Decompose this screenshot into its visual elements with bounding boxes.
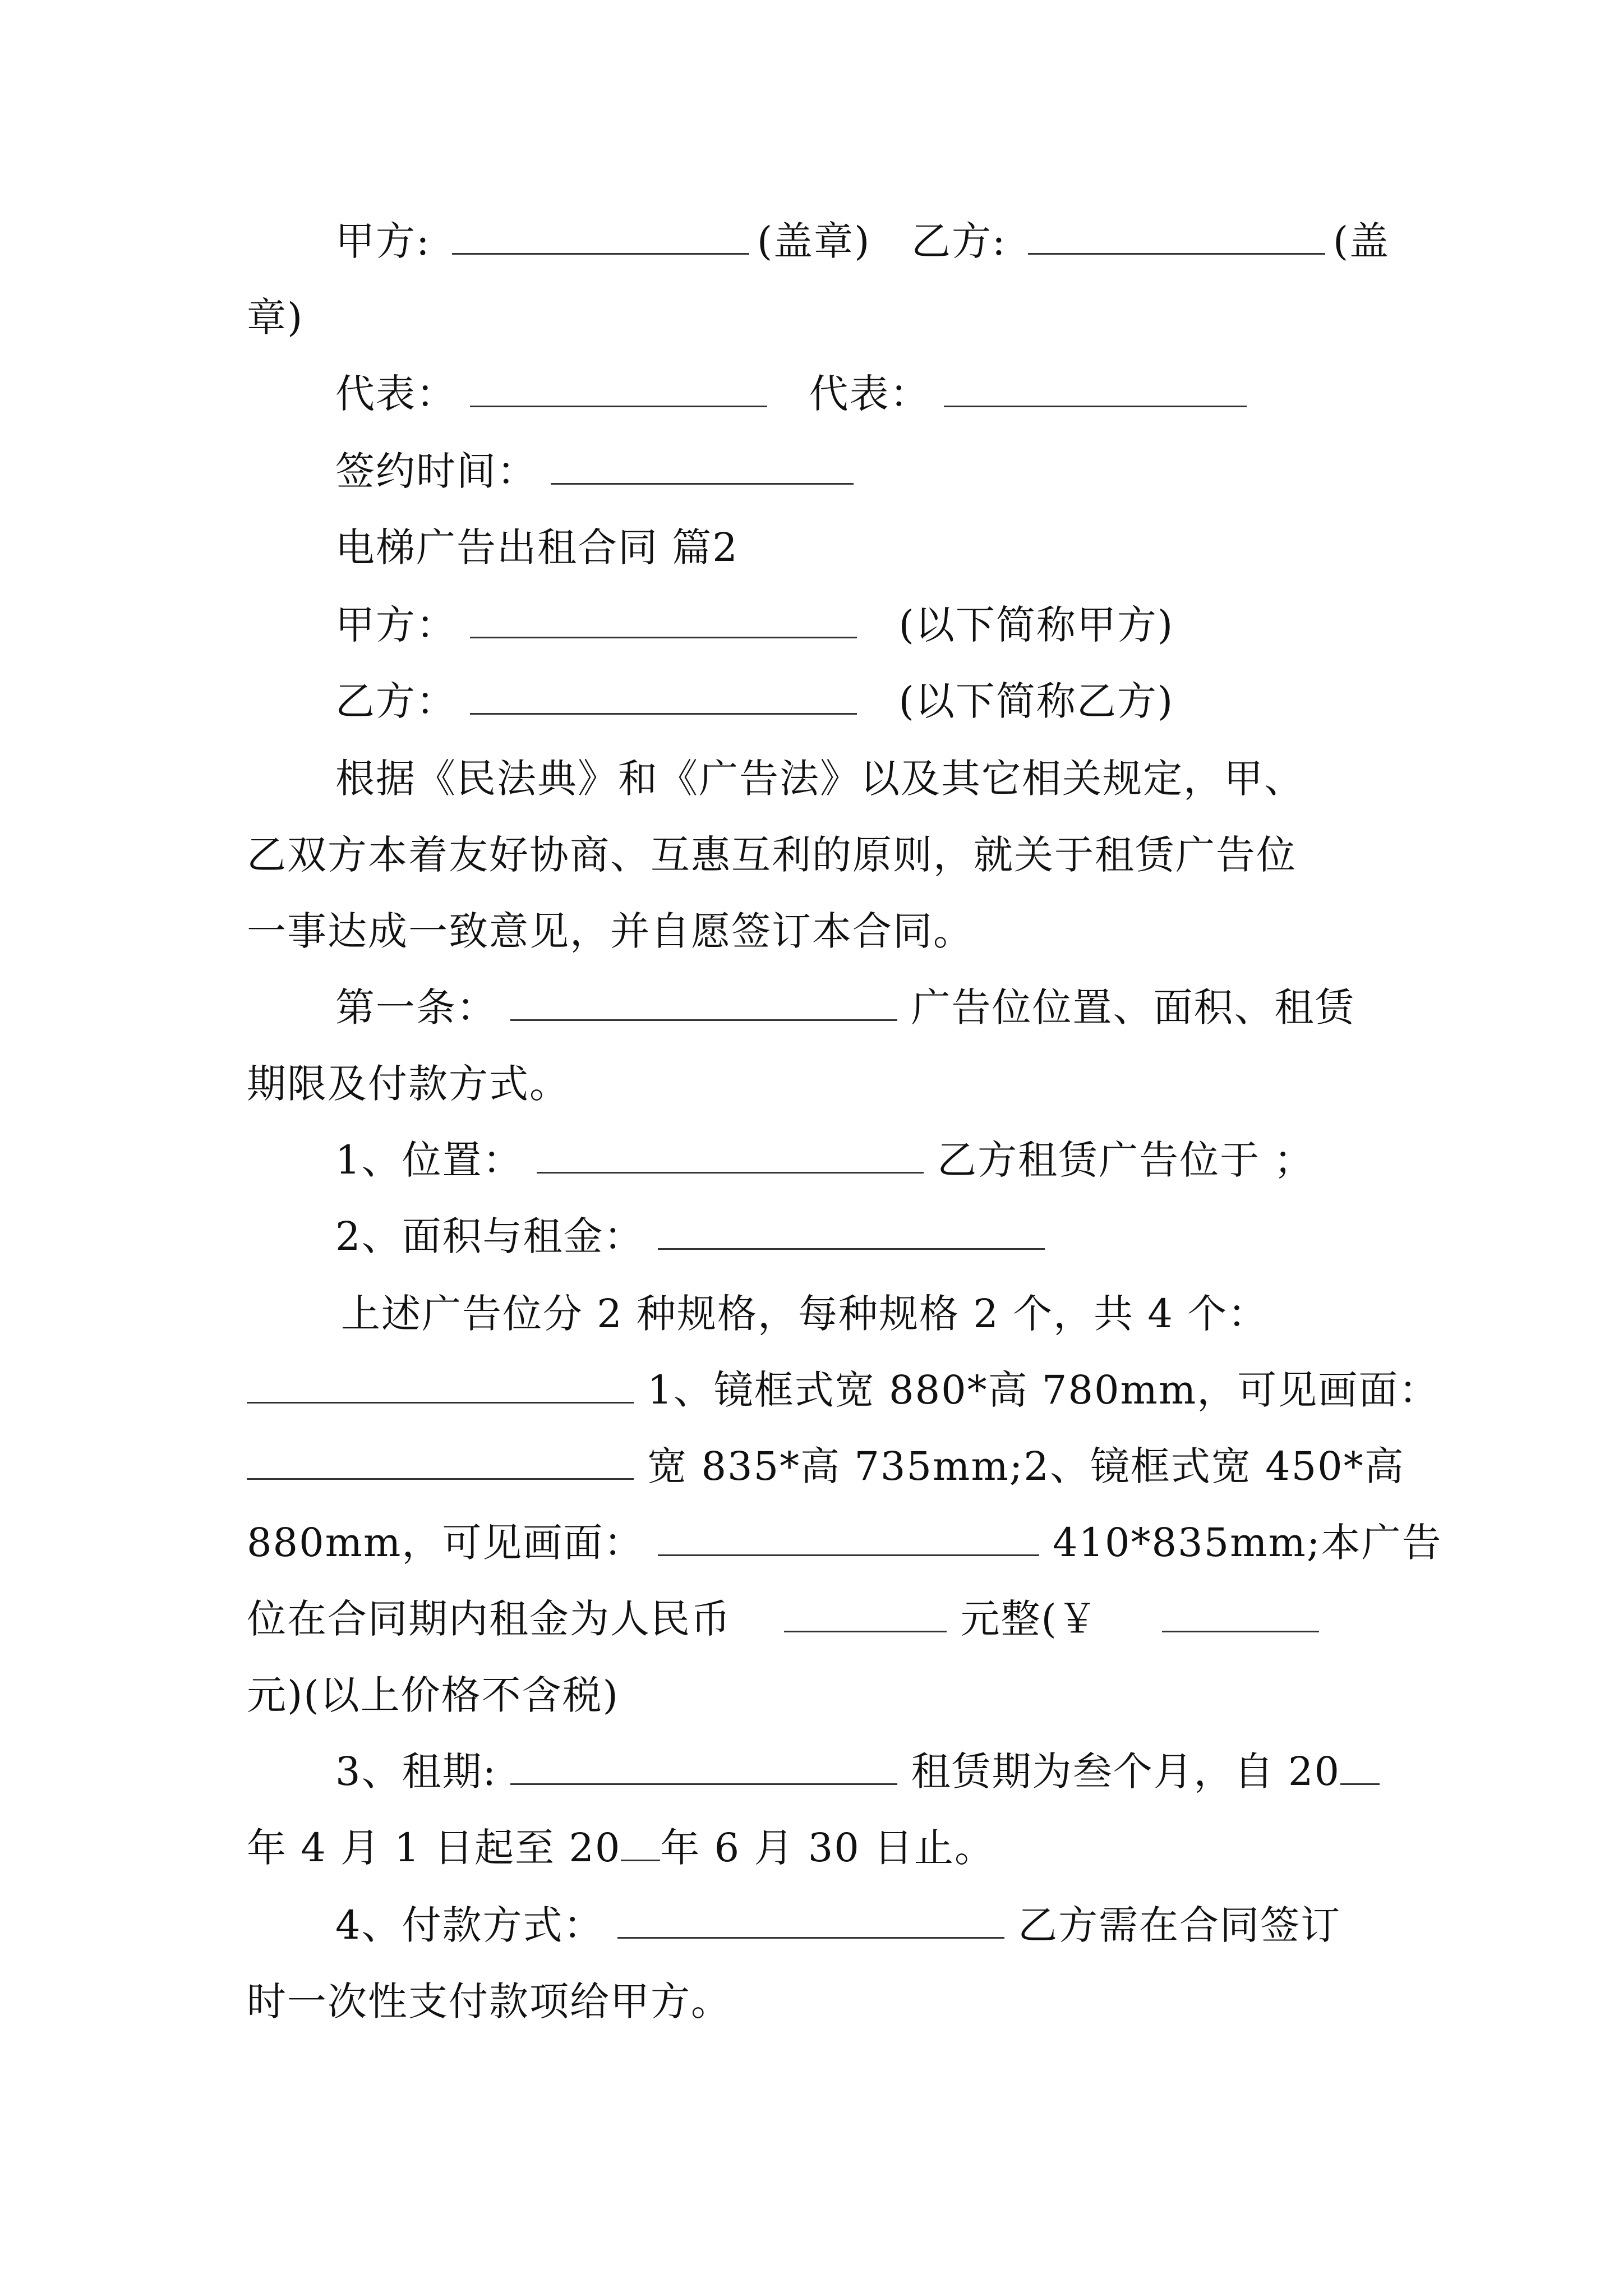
representative-line (335, 366, 1247, 422)
spec2-visible-text: 410*835mm;本广告 (1052, 1520, 1442, 1566)
rep-a-label: 代表： (335, 371, 457, 417)
rent-line (247, 1591, 1319, 1647)
party-b-label-2: 乙方： (335, 678, 457, 724)
rent-text: 位在合同期内租金为人民币 (247, 1596, 731, 1642)
item3-line-2 (247, 1820, 995, 1876)
spec-intro: 上述广告位分 2 种规格，每种规格 2 个，共 4 个： (341, 1291, 1269, 1337)
party-a-label-2: 甲方： (335, 602, 457, 648)
item3-blank[interactable] (510, 1749, 897, 1785)
item4-label: 4、付款方式： (335, 1902, 604, 1948)
party-a-abbr: (以下简称甲方) (898, 602, 1174, 648)
party-a-seal: (盖章) (757, 218, 871, 264)
year-start-blank[interactable] (1340, 1749, 1380, 1785)
party-b-blank[interactable] (1028, 218, 1325, 255)
item3-end-text: 年 6 月 30 日止。 (660, 1825, 995, 1871)
spec1-visible-text: 宽 835*高 735mm;2、镜框式宽 450*高 (647, 1443, 1405, 1489)
party-b-label: 乙方: (911, 218, 1007, 264)
rent-amount-blank[interactable] (784, 1596, 947, 1632)
sign-time-line (335, 443, 854, 499)
party-a-line (335, 597, 1174, 653)
signature-line (335, 213, 1390, 269)
spec1-visible-blank[interactable] (247, 1443, 634, 1480)
party-b-abbr: (以下简称乙方) (898, 678, 1174, 724)
rent-unit: 元整(￥ (960, 1596, 1098, 1642)
spec2-line (247, 1515, 1442, 1571)
article1-title: 广告位位置、面积、租赁 (911, 984, 1355, 1030)
item3-start-text: 年 4 月 1 日起至 20 (247, 1825, 621, 1871)
intro-line-3: 一事达成一致意见，并自愿签订本合同。 (247, 908, 974, 954)
party-a-blank[interactable] (452, 218, 749, 255)
item2-label: 2、面积与租金： (335, 1213, 644, 1259)
spec1-text: 1、镜框式宽 880*高 780mm，可见画面： (647, 1367, 1440, 1413)
sign-time-blank[interactable] (551, 448, 854, 485)
spec1-line (247, 1362, 1439, 1418)
year-end-blank[interactable] (621, 1825, 660, 1861)
party-b-seal-cont: 章) (247, 295, 304, 341)
sign-time-label: 签约时间： (335, 448, 537, 494)
section-title: 电梯广告出租合同 篇2 (335, 524, 739, 570)
intro-line-2: 乙双方本着友好协商、互惠互利的原则，就关于租赁广告位 (247, 832, 1297, 878)
item2-line (335, 1208, 1045, 1264)
item1-blank[interactable] (537, 1137, 924, 1174)
item1-line (335, 1132, 1314, 1188)
rep-b-blank[interactable] (944, 371, 1247, 407)
item2-blank[interactable] (658, 1213, 1045, 1250)
spec2-blank[interactable] (658, 1520, 1039, 1556)
spec2-text: 880mm，可见画面： (247, 1520, 644, 1566)
item3-text: 租赁期为叁个月，自 20 (911, 1749, 1340, 1795)
item3-line (335, 1743, 1380, 1800)
party-b-line (335, 673, 1174, 729)
party-b-seal: (盖 (1332, 218, 1390, 264)
article1-line-2: 期限及付款方式。 (247, 1061, 570, 1107)
rep-b-label: 代表： (809, 371, 930, 417)
item4-line (335, 1897, 1341, 1953)
item1-text: 乙方租赁广告位于 ； (937, 1137, 1315, 1183)
item4-line-2: 时一次性支付款项给甲方。 (247, 1978, 731, 2024)
item4-blank[interactable] (617, 1902, 1004, 1939)
party-b-name-blank[interactable] (470, 678, 857, 715)
rent-tax-note: 元)(以上价格不含税) (247, 1672, 619, 1718)
item4-text: 乙方需在合同签订 (1018, 1902, 1341, 1948)
spec1-blank[interactable] (247, 1367, 634, 1404)
item3-label: 3、租期: (335, 1749, 497, 1795)
rep-a-blank[interactable] (470, 371, 767, 407)
item1-label: 1、位置： (335, 1137, 523, 1183)
article1-blank[interactable] (510, 984, 897, 1021)
intro-line-1: 根据《民法典》和《广告法》以及其它相关规定，甲、 (335, 756, 1304, 802)
party-a-name-blank[interactable] (470, 602, 857, 638)
article1-label: 第一条： (335, 984, 497, 1030)
party-a-label: 甲方: (335, 218, 431, 264)
spec1-visible-line (247, 1438, 1405, 1494)
rent-number-blank[interactable] (1162, 1596, 1319, 1632)
article1-line-1 (335, 979, 1355, 1036)
